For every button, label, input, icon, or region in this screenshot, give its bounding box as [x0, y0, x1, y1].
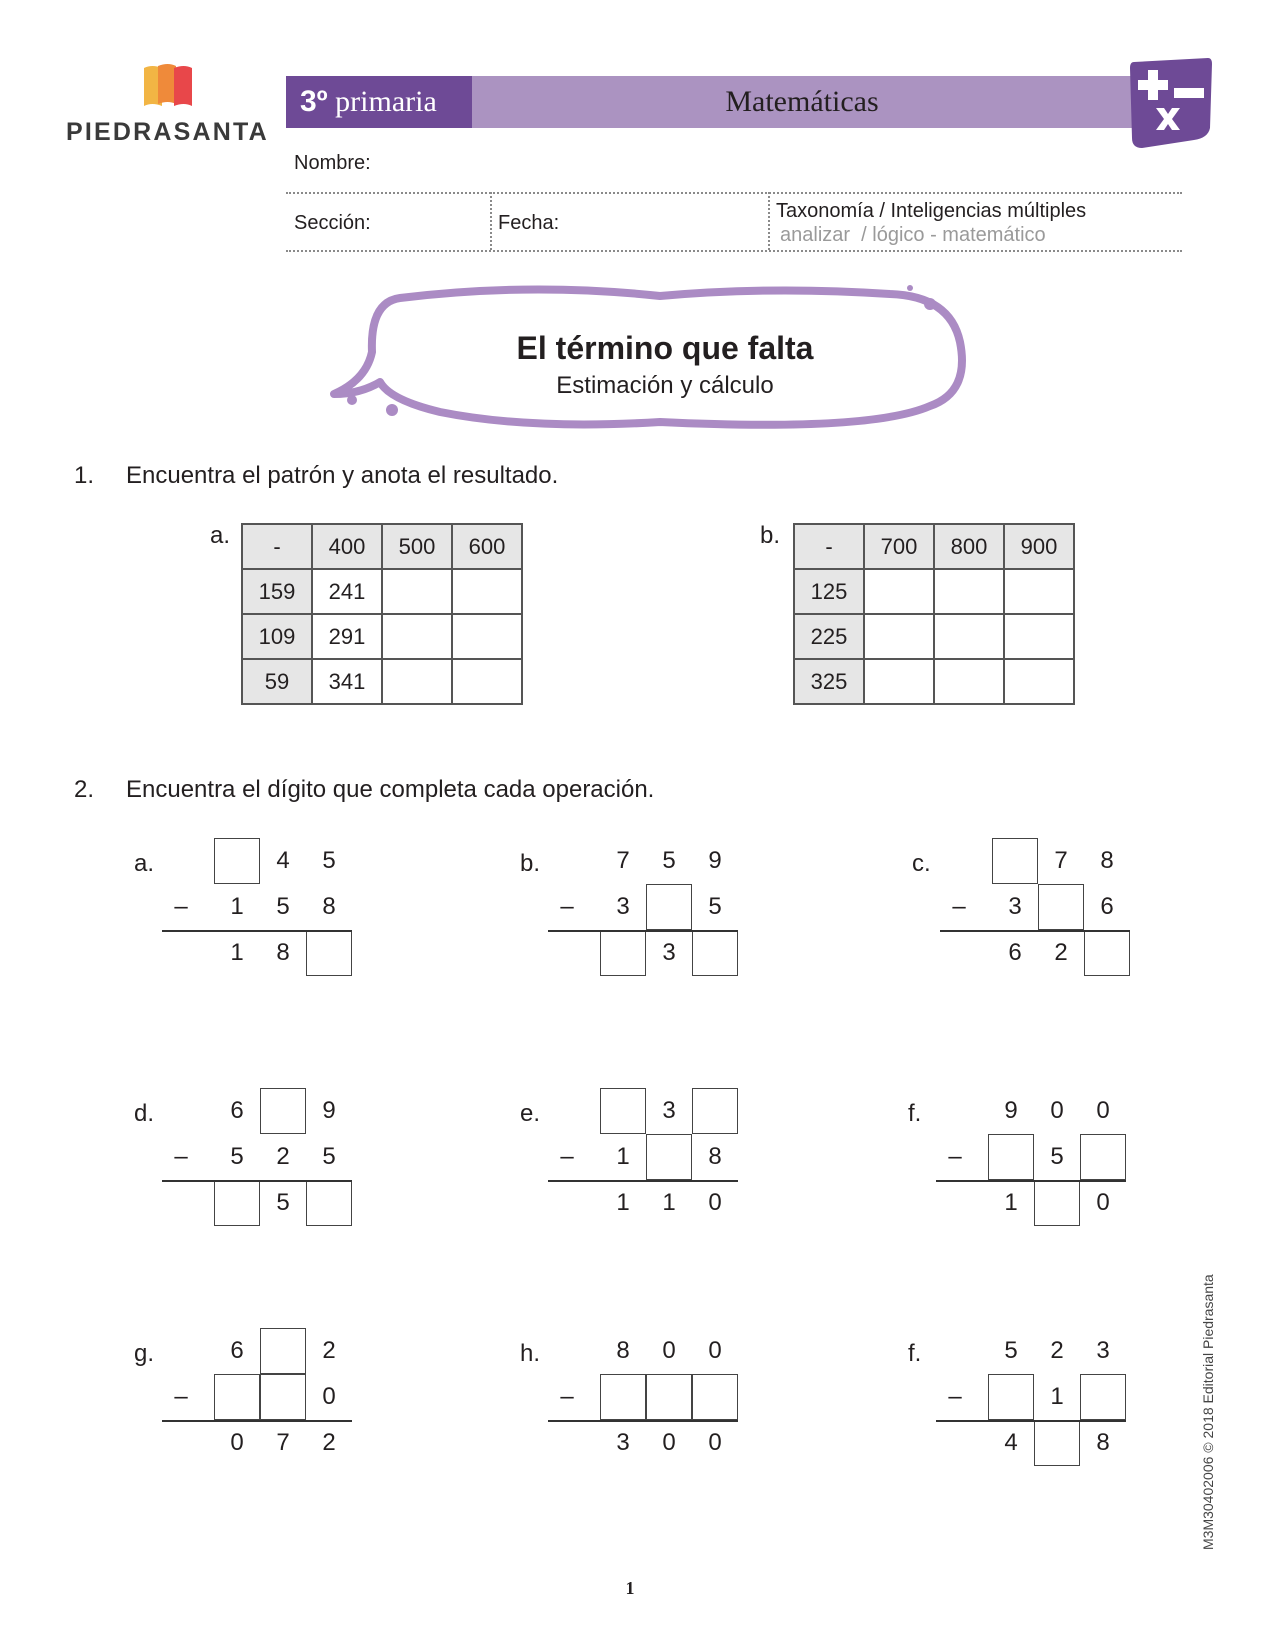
- table-cell: 125: [794, 569, 864, 614]
- table-cell: 225: [794, 614, 864, 659]
- problem-label: g.: [134, 1340, 155, 1367]
- result-line: [162, 930, 352, 932]
- result-line: [940, 930, 1130, 932]
- table-cell: -: [794, 524, 864, 569]
- digit: 7: [276, 1429, 290, 1456]
- table-cell: 291: [312, 614, 382, 659]
- answer-cell[interactable]: [864, 569, 934, 614]
- problem-label: c.: [912, 850, 931, 877]
- digit-answer-box[interactable]: [600, 930, 646, 976]
- digit: 4: [276, 847, 290, 874]
- digit-answer-box[interactable]: [992, 838, 1038, 884]
- result-line: [162, 1180, 352, 1182]
- table-cell: 59: [242, 659, 312, 704]
- digit-answer-box[interactable]: [692, 1374, 738, 1420]
- taxonomy-label: Taxonomía / Inteligencias múltiples: [776, 200, 1087, 222]
- table-cell: 241: [312, 569, 382, 614]
- digit: 5: [1004, 1337, 1018, 1364]
- digit: 6: [230, 1337, 244, 1364]
- table-row: [794, 659, 1074, 704]
- digit: 8: [708, 1143, 722, 1170]
- digit: 5: [1050, 1143, 1064, 1170]
- digit-answer-box[interactable]: [1034, 1180, 1080, 1226]
- digit: 0: [230, 1429, 244, 1456]
- minus-sign: –: [174, 893, 188, 920]
- digit: 3: [662, 939, 676, 966]
- table-cell: 600: [452, 524, 522, 569]
- table-row: [242, 659, 522, 704]
- digit-answer-box[interactable]: [646, 1374, 692, 1420]
- answer-cell[interactable]: [934, 569, 1004, 614]
- digit: 5: [230, 1143, 244, 1170]
- answer-cell[interactable]: [452, 614, 522, 659]
- minus-sign: –: [560, 893, 574, 920]
- digit: 9: [322, 1097, 336, 1124]
- digit: 1: [230, 939, 244, 966]
- grade-number: 3º: [300, 85, 328, 118]
- table-label: a.: [210, 522, 231, 549]
- digit: 5: [322, 847, 336, 874]
- digit: 3: [662, 1097, 676, 1124]
- digit-answer-box[interactable]: [692, 1088, 738, 1134]
- taxonomy-values: analizar / lógico - matemático: [780, 224, 1046, 246]
- question-text: Encuentra el dígito que completa cada operación.: [126, 776, 655, 803]
- pattern-table-b: [793, 523, 1075, 705]
- digit: 2: [1054, 939, 1068, 966]
- problem-label: f.: [908, 1340, 922, 1367]
- answer-cell[interactable]: [452, 569, 522, 614]
- answer-cell[interactable]: [382, 659, 452, 704]
- date-label: Fecha:: [498, 212, 560, 234]
- grade-label: primaria: [335, 85, 437, 118]
- logo-text: PIEDRASANTA: [66, 118, 269, 146]
- answer-cell[interactable]: [382, 614, 452, 659]
- table-header-row: [794, 524, 1074, 569]
- minus-sign: –: [948, 1143, 962, 1170]
- digit-answer-box[interactable]: [646, 1134, 692, 1180]
- digit-answer-box[interactable]: [260, 1328, 306, 1374]
- subtraction-problem: [134, 1328, 334, 1478]
- table-cell: 325: [794, 659, 864, 704]
- minus-sign: –: [952, 893, 966, 920]
- minus-sign: –: [948, 1383, 962, 1410]
- digit: 2: [322, 1429, 336, 1456]
- answer-cell[interactable]: [1004, 614, 1074, 659]
- section-label: Sección:: [294, 212, 371, 234]
- table-cell: 900: [1004, 524, 1074, 569]
- digit: 8: [616, 1337, 630, 1364]
- digit: 5: [322, 1143, 336, 1170]
- digit: 1: [1004, 1189, 1018, 1216]
- digit: 3: [1096, 1337, 1110, 1364]
- digit-answer-box[interactable]: [1080, 1374, 1126, 1420]
- table-cell: 800: [934, 524, 1004, 569]
- divider: [286, 250, 1182, 252]
- subtraction-problem: [520, 838, 720, 988]
- minus-sign: –: [560, 1383, 574, 1410]
- answer-cell[interactable]: [452, 659, 522, 704]
- grade-badge: [286, 76, 472, 128]
- result-line: [936, 1180, 1126, 1182]
- answer-cell[interactable]: [1004, 569, 1074, 614]
- table-cell: 500: [382, 524, 452, 569]
- digit: 0: [708, 1429, 722, 1456]
- digit: 5: [276, 893, 290, 920]
- digit-answer-box[interactable]: [692, 930, 738, 976]
- problem-label: h.: [520, 1340, 541, 1367]
- table-header-row: [242, 524, 522, 569]
- divider: [768, 192, 770, 250]
- worksheet-subtitle: Estimación y cálculo: [556, 372, 774, 399]
- digit: 4: [1004, 1429, 1018, 1456]
- result-line: [548, 930, 738, 932]
- answer-cell[interactable]: [864, 659, 934, 704]
- plus-minus-times-icon: [1128, 58, 1212, 150]
- question-number: 2.: [74, 776, 95, 803]
- digit: 6: [230, 1097, 244, 1124]
- digit: 1: [662, 1189, 676, 1216]
- table-cell: -: [242, 524, 312, 569]
- divider: [286, 192, 1182, 194]
- subtraction-problem: [912, 838, 1112, 988]
- problem-label: f.: [908, 1100, 922, 1127]
- digit-answer-box[interactable]: [600, 1088, 646, 1134]
- digit: 3: [616, 1429, 630, 1456]
- digit: 0: [1050, 1097, 1064, 1124]
- table-label: b.: [760, 522, 781, 549]
- digit: 0: [708, 1337, 722, 1364]
- digit: 9: [1004, 1097, 1018, 1124]
- digit: 2: [1050, 1337, 1064, 1364]
- result-line: [162, 1420, 352, 1422]
- digit: 0: [322, 1383, 336, 1410]
- minus-sign: –: [560, 1143, 574, 1170]
- digit: 1: [616, 1189, 630, 1216]
- name-label: Nombre:: [294, 152, 371, 174]
- subtraction-problem: [134, 1088, 334, 1238]
- answer-cell[interactable]: [1004, 659, 1074, 704]
- digit-answer-box[interactable]: [988, 1374, 1034, 1420]
- table-row: [242, 614, 522, 659]
- subject-title: Matemáticas: [725, 85, 879, 118]
- digit: 0: [1096, 1189, 1110, 1216]
- digit: 1: [230, 893, 244, 920]
- subtraction-problem: [908, 1088, 1108, 1238]
- worksheet-title: El término que falta: [516, 330, 814, 366]
- digit: 0: [708, 1189, 722, 1216]
- problem-label: d.: [134, 1100, 155, 1127]
- answer-cell[interactable]: [864, 614, 934, 659]
- divider: [490, 192, 492, 250]
- digit-answer-box[interactable]: [260, 1088, 306, 1134]
- digit: 8: [276, 939, 290, 966]
- digit-answer-box[interactable]: [1080, 1134, 1126, 1180]
- digit: 0: [1096, 1097, 1110, 1124]
- digit-answer-box[interactable]: [1034, 1420, 1080, 1466]
- subtraction-problem: [908, 1328, 1108, 1478]
- answer-cell[interactable]: [934, 614, 1004, 659]
- result-line: [936, 1420, 1126, 1422]
- subtraction-problem: [520, 1328, 720, 1478]
- result-line: [548, 1180, 738, 1182]
- digit: 7: [1054, 847, 1068, 874]
- table-row: [794, 614, 1074, 659]
- digit-answer-box[interactable]: [1038, 884, 1084, 930]
- digit: 8: [1096, 1429, 1110, 1456]
- problem-label: b.: [520, 850, 541, 877]
- digit: 6: [1100, 893, 1114, 920]
- digit-answer-box[interactable]: [214, 1374, 260, 1420]
- speech-bubble-frame: [330, 282, 980, 452]
- book-logo-icon: [140, 62, 196, 110]
- answer-cell[interactable]: [382, 569, 452, 614]
- digit: 5: [276, 1189, 290, 1216]
- table-cell: 341: [312, 659, 382, 704]
- problem-label: e.: [520, 1100, 541, 1127]
- digit: 2: [322, 1337, 336, 1364]
- table-row: [794, 569, 1074, 614]
- digit-answer-box[interactable]: [306, 930, 352, 976]
- minus-sign: –: [174, 1383, 188, 1410]
- digit-answer-box[interactable]: [214, 1180, 260, 1226]
- subtraction-problem: [134, 838, 334, 988]
- digit-answer-box[interactable]: [260, 1374, 306, 1420]
- table-cell: 400: [312, 524, 382, 569]
- table-cell: 159: [242, 569, 312, 614]
- question-text: Encuentra el patrón y anota el resultado.: [126, 462, 559, 489]
- answer-cell[interactable]: [934, 659, 1004, 704]
- result-line: [548, 1420, 738, 1422]
- digit: 3: [1008, 893, 1022, 920]
- digit-answer-box[interactable]: [214, 838, 260, 884]
- digit: 8: [322, 893, 336, 920]
- subtraction-problem: [520, 1088, 720, 1238]
- digit: 3: [616, 893, 630, 920]
- digit-answer-box[interactable]: [1084, 930, 1130, 976]
- minus-sign: –: [174, 1143, 188, 1170]
- digit: 0: [662, 1337, 676, 1364]
- table-cell: 700: [864, 524, 934, 569]
- digit-answer-box[interactable]: [646, 884, 692, 930]
- digit: 9: [708, 847, 722, 874]
- digit: 8: [1100, 847, 1114, 874]
- question-number: 1.: [74, 462, 95, 489]
- digit: 6: [1008, 939, 1022, 966]
- digit: 5: [708, 893, 722, 920]
- digit: 1: [1050, 1383, 1064, 1410]
- problem-label: a.: [134, 850, 155, 877]
- pattern-table-a: [241, 523, 523, 705]
- digit-answer-box[interactable]: [600, 1374, 646, 1420]
- digit: 1: [616, 1143, 630, 1170]
- digit: 5: [662, 847, 676, 874]
- table-cell: 109: [242, 614, 312, 659]
- digit: 2: [276, 1143, 290, 1170]
- copyright-code: M3M30402006 © 2018 Editorial Piedrasanta: [1200, 1274, 1216, 1550]
- digit: 0: [662, 1429, 676, 1456]
- page-number: 1: [625, 1578, 635, 1598]
- table-row: [242, 569, 522, 614]
- digit-answer-box[interactable]: [988, 1134, 1034, 1180]
- digit: 7: [616, 847, 630, 874]
- digit-answer-box[interactable]: [306, 1180, 352, 1226]
